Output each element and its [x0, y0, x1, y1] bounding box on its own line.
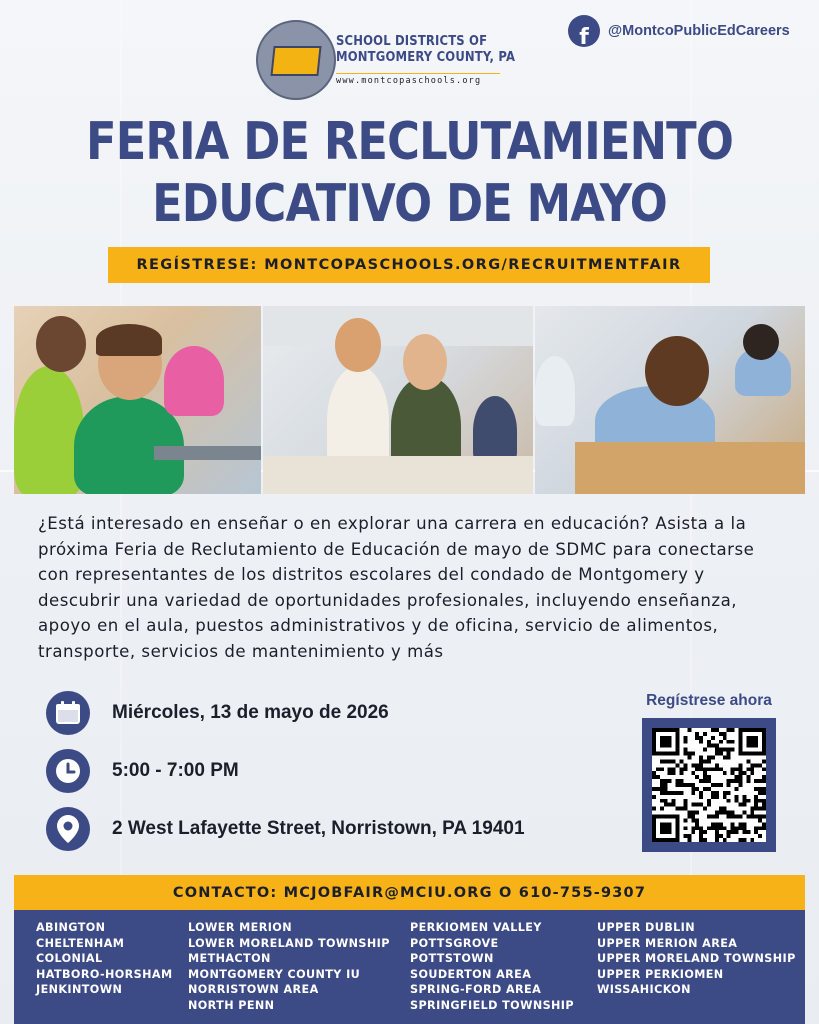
district-item: CHELTENHAM	[36, 936, 125, 950]
district-item: POTTSGROVE	[410, 936, 499, 950]
event-date	[46, 691, 389, 735]
registration-qr-code[interactable]	[642, 718, 776, 852]
district-item: MONTGOMERY COUNTY IU	[188, 967, 361, 981]
district-item: NORTH PENN	[188, 998, 275, 1012]
district-column-3	[410, 920, 574, 1014]
district-item: HATBORO-HORSHAM	[36, 967, 173, 981]
page-title-line1: FERIA DE RECLUTAMIENTO	[86, 112, 733, 172]
pennsylvania-globe-icon	[256, 20, 336, 100]
logo-url: www.montcopaschools.org	[336, 73, 500, 86]
district-item: NORRISTOWN AREA	[188, 983, 319, 997]
page-title-line2: EDUCATIVO DE MAYO	[152, 174, 667, 234]
photo-children-classroom	[14, 306, 261, 494]
district-item: LOWER MERION	[188, 921, 292, 934]
qr-label: Regístrese ahora	[646, 692, 772, 709]
facebook-icon: f	[568, 15, 600, 47]
district-item: WISSAHICKON	[597, 983, 691, 997]
district-column-2	[188, 920, 390, 1014]
photo-teacher-student	[263, 306, 533, 494]
district-item: POTTSTOWN	[410, 952, 494, 966]
district-item: COLONIAL	[36, 952, 103, 966]
photo-student-writing	[535, 306, 805, 494]
district-item: LOWER MORELAND TOWNSHIP	[188, 936, 390, 950]
district-item: SPRING-FORD AREA	[410, 983, 542, 997]
logo-title-line1: SCHOOL DISTRICTS OF	[336, 33, 488, 49]
district-item: UPPER MERION AREA	[597, 936, 738, 950]
district-list	[14, 910, 805, 1024]
logo-title-line2: MONTGOMERY COUNTY, PA	[336, 49, 516, 65]
district-item: JENKINTOWN	[36, 983, 123, 997]
district-column-4	[597, 920, 796, 998]
district-column-1	[36, 920, 173, 998]
event-date-text: Miércoles, 13 de mayo de 2026	[112, 702, 389, 723]
district-item: UPPER MORELAND TOWNSHIP	[597, 952, 796, 966]
event-time-text: 5:00 - 7:00 PM	[112, 760, 239, 781]
social-handle: @MontcoPublicEdCareers	[608, 23, 790, 39]
district-item: ABINGTON	[36, 921, 106, 934]
intro-paragraph: ¿Está interesado en enseñar o en explorar una carrera en educación? Asista a la próxima Feria de Reclutamiento de Educación de mayo de SDMC para conectarse con representantes de los distritos escolares del condado de Montgomery y descubrir una variedad de oportunidades profesionales, incluyendo enseñanza, apoyo en el aula, puestos administrativos y de oficina, servicio de alimentos, transporte, servicios de mantenimiento y más	[38, 514, 755, 661]
district-item: SOUDERTON AREA	[410, 967, 532, 981]
event-location	[46, 807, 525, 851]
contact-text[interactable]: CONTACTO: MCJOBFAIR@MCIU.ORG O 610-755-9307	[172, 884, 647, 901]
clock-icon	[46, 749, 90, 793]
event-time	[46, 749, 239, 793]
district-item: PERKIOMEN VALLEY	[410, 921, 542, 934]
district-item: UPPER DUBLIN	[597, 921, 695, 934]
map-pin-icon	[46, 807, 90, 851]
calendar-icon	[46, 691, 90, 735]
district-item: METHACTON	[188, 952, 271, 966]
district-item: UPPER PERKIOMEN	[597, 967, 724, 981]
district-logo	[256, 20, 516, 98]
photo-strip	[14, 306, 805, 494]
register-banner[interactable]	[108, 247, 710, 283]
contact-banner	[14, 875, 805, 910]
register-link[interactable]: REGÍSTRESE: MONTCOPASCHOOLS.ORG/RECRUITMENTFAIR	[136, 257, 682, 273]
district-item: SPRINGFIELD TOWNSHIP	[410, 998, 574, 1012]
event-location-text: 2 West Lafayette Street, Norristown, PA 19401	[112, 818, 525, 839]
facebook-link[interactable]	[568, 14, 790, 48]
